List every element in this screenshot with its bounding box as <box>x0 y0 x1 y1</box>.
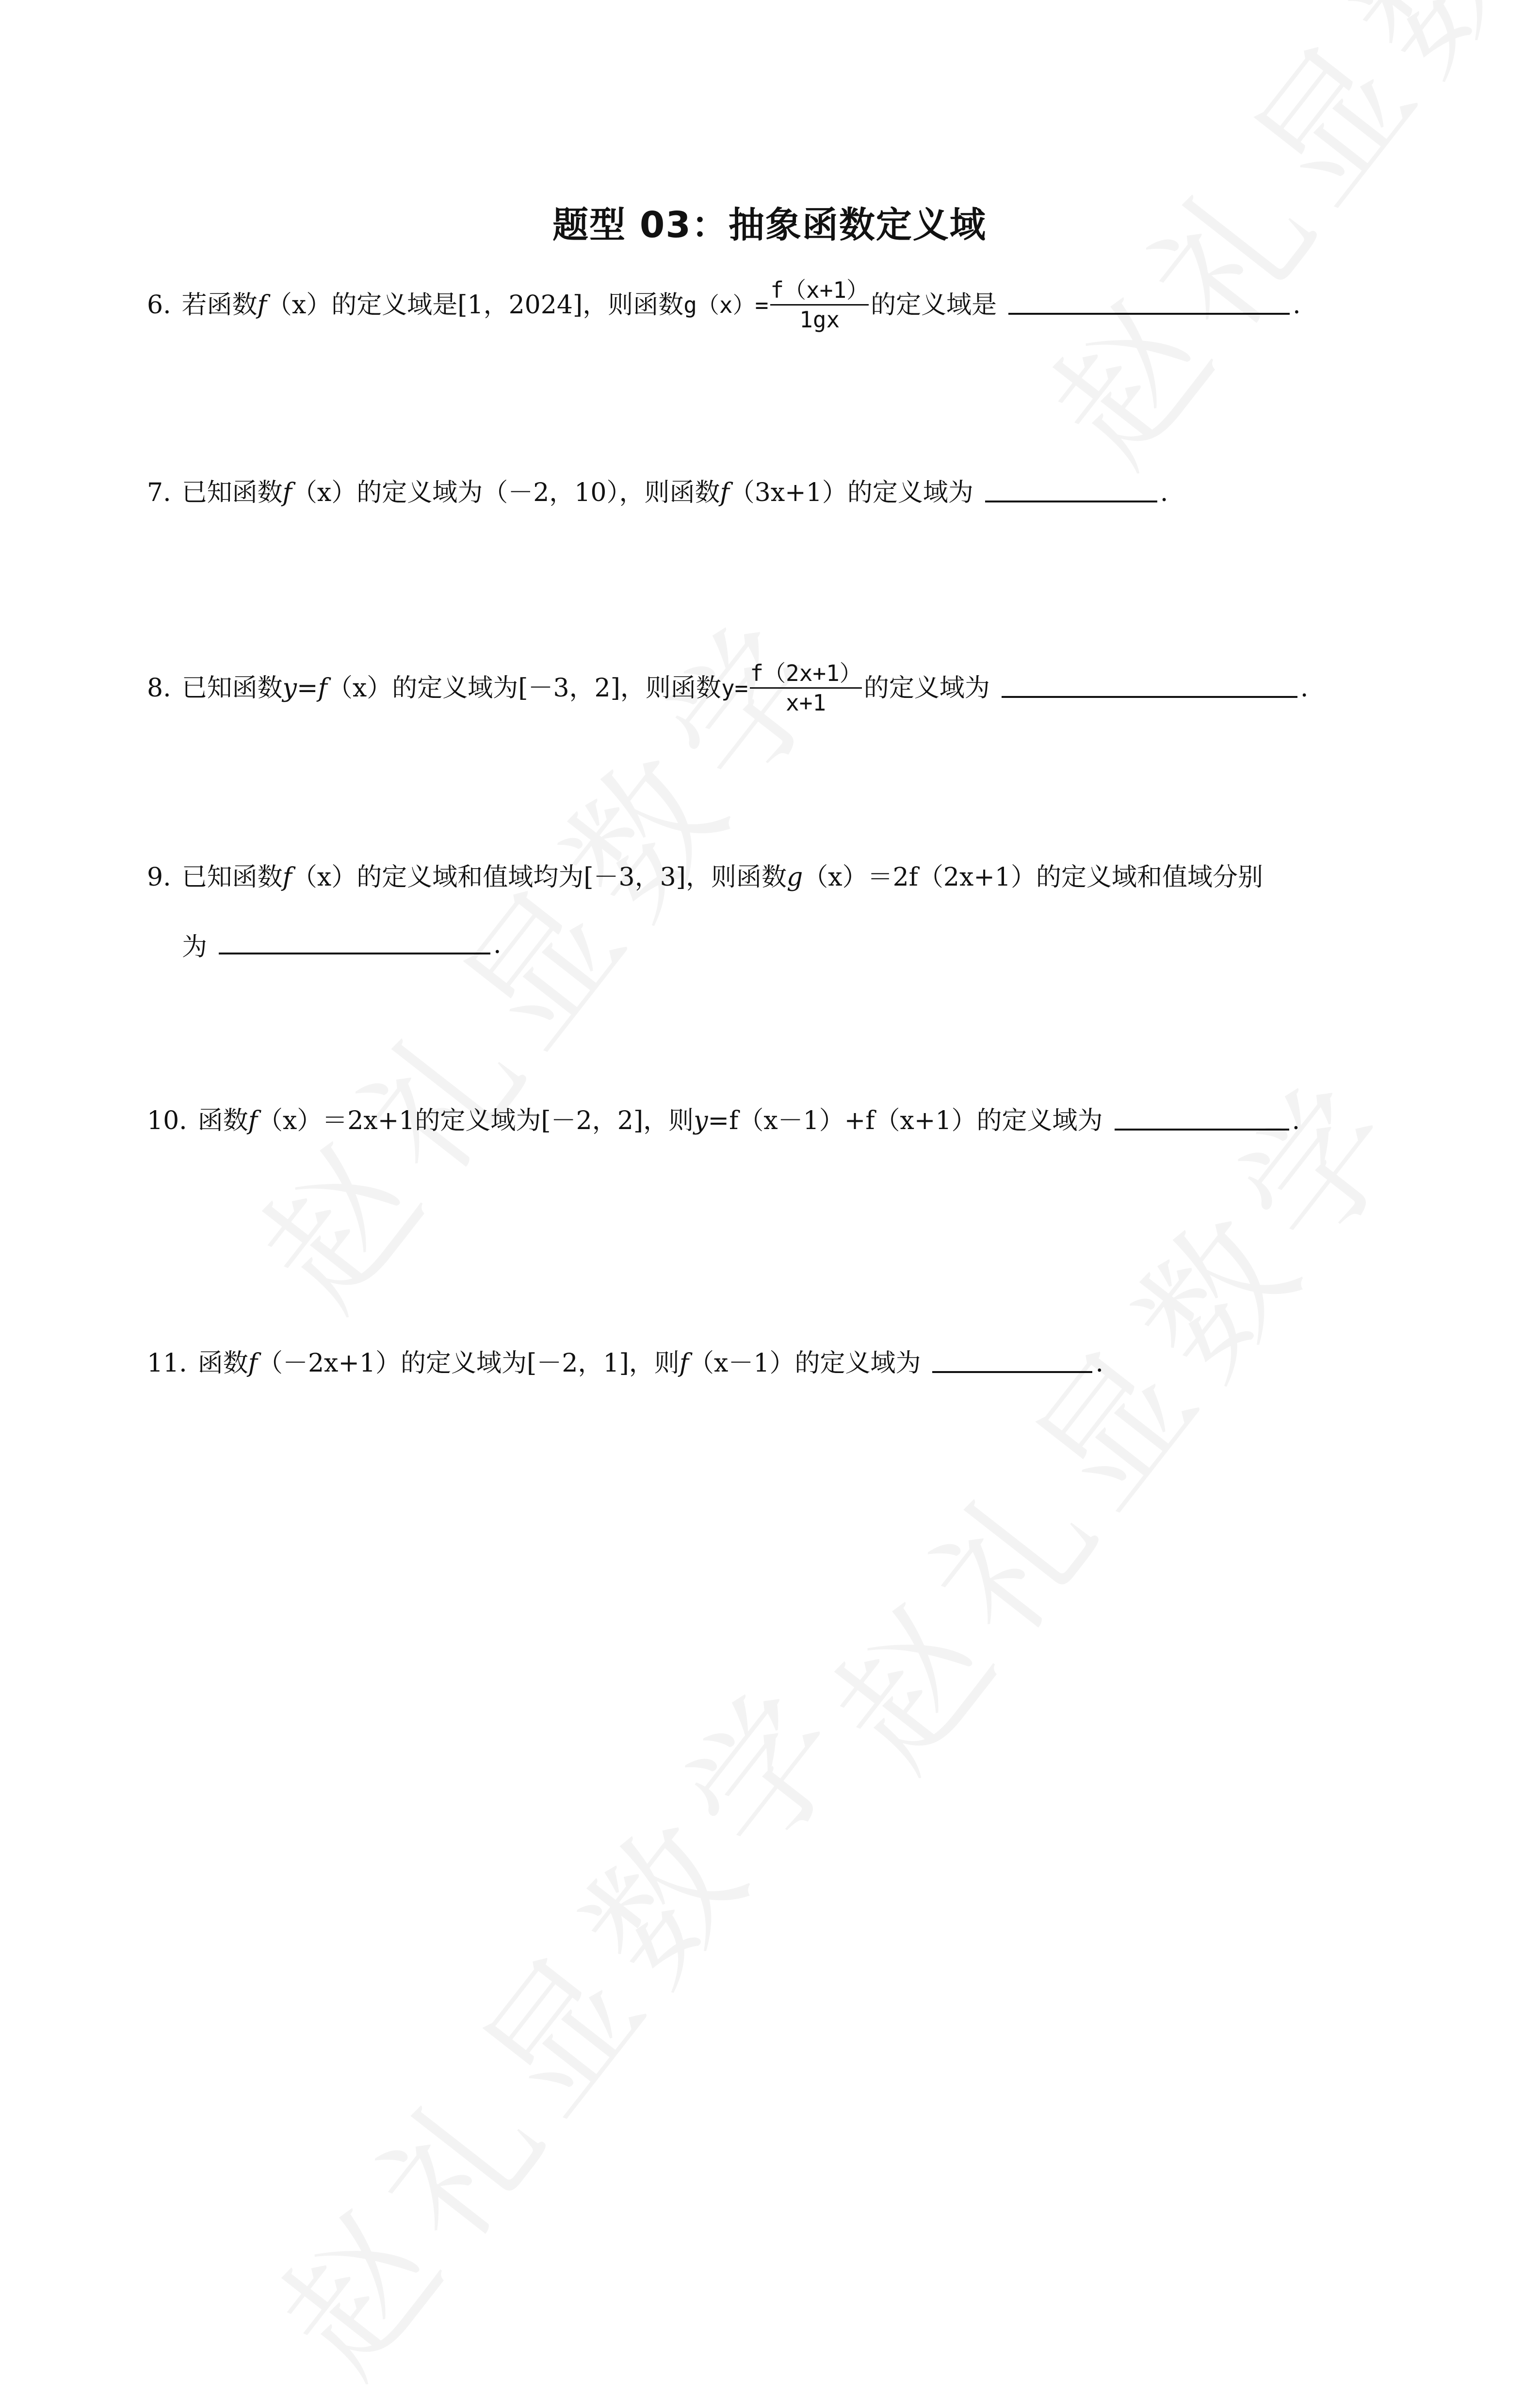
period: . <box>493 930 502 959</box>
period: . <box>1160 478 1168 507</box>
function-argument: （x） <box>292 478 357 507</box>
question-text: 的定义域为[－3，2]，则函数 <box>392 673 721 703</box>
function-argument: （x） <box>257 1106 323 1135</box>
question-number: 7. <box>147 478 171 507</box>
period: . <box>1292 1106 1300 1135</box>
function-symbol: f <box>282 478 292 507</box>
function-argument: （x） <box>292 863 357 892</box>
function-symbol: f <box>282 863 292 892</box>
question-text: 的定义域和值域分别 <box>1036 863 1264 892</box>
question-text: 的定义域和值域均为[－3，3]，则函数 <box>356 863 787 892</box>
question-6 <box>147 279 1301 331</box>
period: . <box>1293 290 1301 320</box>
question-text: 的定义域为[－2，1]，则 <box>401 1349 680 1378</box>
question-text: 若函数 <box>181 290 258 320</box>
question-text: 的定义域为 <box>794 1349 921 1378</box>
function-argument: （x） <box>266 290 332 320</box>
fraction-formula <box>750 662 861 714</box>
question-number: 8. <box>147 673 171 703</box>
watermark-lower-right <box>776 1023 1448 1802</box>
question-number: 11. <box>147 1349 187 1378</box>
question-text: 已知函数 <box>181 863 283 892</box>
equals-sign: = <box>297 673 318 703</box>
function-symbol: f <box>318 673 327 703</box>
question-8 <box>147 662 1308 714</box>
question-text: 的定义域是 <box>871 290 997 320</box>
watermark-bottom-left <box>223 1630 895 2408</box>
question-number: 6. <box>147 290 171 320</box>
fraction-numerator: f（x+1） <box>770 277 869 303</box>
question-number: 9. <box>147 863 171 892</box>
question-text: 的定义域是[1，2024]，则函数 <box>331 290 684 320</box>
question-number: 10. <box>147 1106 187 1135</box>
period: . <box>1095 1349 1104 1378</box>
variable-y: y <box>282 673 297 703</box>
question-9 <box>147 865 1263 890</box>
answer-blank[interactable] <box>1115 1129 1289 1131</box>
function-expression: ＝2f（2x+1） <box>867 863 1036 892</box>
question-text: 的定义域为 <box>863 673 990 703</box>
function-symbol: f <box>248 1106 258 1135</box>
fraction-denominator: x+1 <box>786 690 826 716</box>
function-symbol: f <box>257 290 267 320</box>
question-10 <box>147 1108 1300 1133</box>
period: . <box>1300 673 1309 703</box>
function-argument: （x） <box>327 673 392 703</box>
fraction-numerator: f（2x+1） <box>750 660 862 686</box>
question-text: 已知函数 <box>181 478 283 507</box>
function-argument: （－2x+1） <box>257 1349 401 1378</box>
function-expression: ＝2x+1 <box>322 1106 415 1135</box>
question-11 <box>147 1351 1103 1376</box>
function-expression: =f（x－1）+f（x+1） <box>708 1106 977 1135</box>
variable-y: y <box>694 1106 708 1135</box>
function-symbol: f <box>720 478 729 507</box>
question-text: 的定义域为 <box>976 1106 1103 1135</box>
function-symbol: g <box>786 863 803 892</box>
fraction-formula <box>770 279 869 331</box>
question-text: 已知函数 <box>181 673 283 703</box>
answer-blank[interactable] <box>1002 696 1297 698</box>
question-text: 函数 <box>197 1106 248 1135</box>
question-text: 的定义域为 <box>847 478 973 507</box>
fraction-denominator: 1gx <box>799 307 840 333</box>
question-text: 的定义域为（－2，10），则函数 <box>356 478 720 507</box>
function-argument: （x－1） <box>689 1349 795 1378</box>
answer-blank[interactable] <box>932 1371 1092 1373</box>
question-9-line-2 <box>182 926 502 963</box>
formula-lhs: y= <box>721 675 748 701</box>
question-text: 函数 <box>197 1349 248 1378</box>
fraction-bar <box>750 687 861 689</box>
question-text: 的定义域为[－2，2]，则 <box>415 1106 694 1135</box>
answer-blank[interactable] <box>1008 313 1290 315</box>
question-text: 为 <box>182 933 208 962</box>
function-symbol: f <box>248 1349 258 1378</box>
fraction-bar <box>770 304 869 306</box>
watermark-top-right <box>994 0 1539 497</box>
function-symbol: f <box>679 1349 689 1378</box>
page-title: 题型 03：抽象函数定义域 <box>552 204 987 246</box>
function-argument: （x） <box>803 863 868 892</box>
formula-lhs: g（x）= <box>683 291 769 318</box>
function-argument: （3x+1） <box>729 478 847 507</box>
answer-blank[interactable] <box>219 953 490 954</box>
question-7 <box>147 480 1168 505</box>
answer-blank[interactable] <box>985 501 1157 502</box>
